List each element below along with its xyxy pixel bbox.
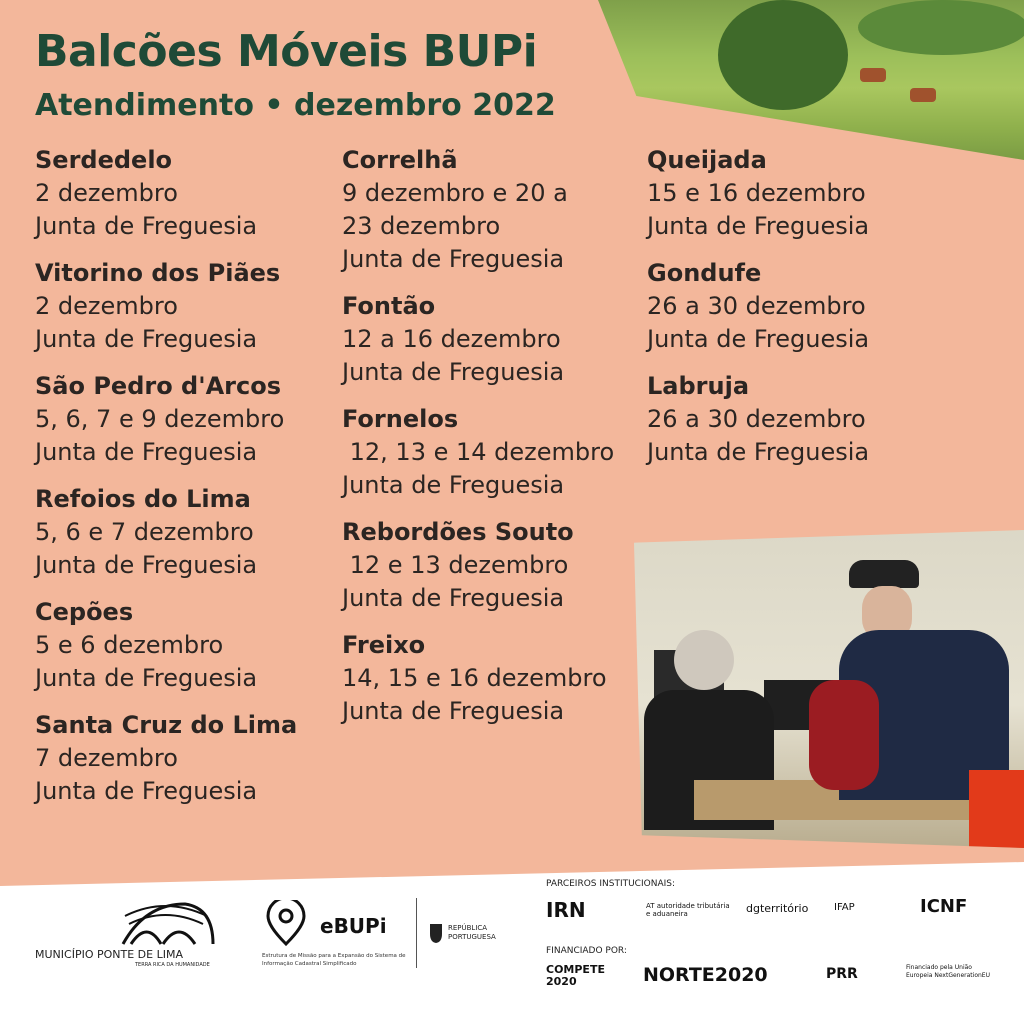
schedule-entry xyxy=(342,629,642,728)
location-line: Junta de Freguesia xyxy=(342,245,565,273)
schedule-entry xyxy=(35,596,335,695)
location-line: Junta de Freguesia xyxy=(647,438,870,466)
parceiros-label: PARCEIROS INSTITUCIONAIS: xyxy=(546,879,675,889)
parish-name: Labruja xyxy=(647,372,750,400)
schedule-entry xyxy=(647,144,947,243)
footer-divider xyxy=(416,898,417,968)
parish-name: Freixo xyxy=(342,631,426,659)
schedule-column-1 xyxy=(35,144,335,822)
location-line: Junta de Freguesia xyxy=(647,325,870,353)
schedule-column-3 xyxy=(647,144,947,483)
location-line: Junta de Freguesia xyxy=(342,471,565,499)
partner-logo: dgterritório xyxy=(746,902,809,915)
parish-name: Correlhã xyxy=(342,146,458,174)
schedule-entry xyxy=(342,144,642,276)
date-line: 26 a 30 dezembro xyxy=(647,292,866,320)
office-photo xyxy=(634,530,1024,848)
woman-shape xyxy=(809,680,879,790)
date-line: 5, 6 e 7 dezembro xyxy=(35,518,254,546)
ebupi-logo xyxy=(262,900,412,975)
schedule-entry xyxy=(35,257,335,356)
poster-title: Balcões Móveis BUPi xyxy=(35,26,538,77)
schedule-entry xyxy=(342,403,642,502)
date-line: 12, 13 e 14 dezembro xyxy=(342,438,615,466)
location-line: Junta de Freguesia xyxy=(35,325,258,353)
funder-logo: Financiado pela União Europeia NextGenerationEU xyxy=(906,964,990,979)
republic-shield-icon xyxy=(428,922,444,944)
schedule-entry xyxy=(35,483,335,582)
funder-logo: COMPETE 2020 xyxy=(546,963,605,988)
date-line: 12 e 13 dezembro xyxy=(342,551,569,579)
parish-name: Gondufe xyxy=(647,259,762,287)
date-line: 9 dezembro e 20 a xyxy=(342,179,568,207)
schedule-entry xyxy=(342,516,642,615)
parish-name: Refoios do Lima xyxy=(35,485,251,513)
person-head-shape xyxy=(674,630,734,690)
ponte-de-lima-logo xyxy=(35,900,225,980)
date-line: 14, 15 e 16 dezembro xyxy=(342,664,607,692)
cap-shape xyxy=(849,560,919,588)
republica-logo xyxy=(428,922,518,946)
parish-name: Santa Cruz do Lima xyxy=(35,711,298,739)
parish-name: Fornelos xyxy=(342,405,459,433)
date-line: 5, 6, 7 e 9 dezembro xyxy=(35,405,285,433)
parish-name: Fontão xyxy=(342,292,436,320)
location-line: Junta de Freguesia xyxy=(35,664,258,692)
date-line: 7 dezembro xyxy=(35,744,178,772)
parish-name: Serdedelo xyxy=(35,146,173,174)
parish-name: Rebordões Souto xyxy=(342,518,574,546)
date-line: 23 dezembro xyxy=(342,212,501,240)
date-line: 2 dezembro xyxy=(35,292,178,320)
schedule-entry xyxy=(342,290,642,389)
schedule-entry xyxy=(35,709,335,808)
location-line: Junta de Freguesia xyxy=(647,212,870,240)
date-line: 5 e 6 dezembro xyxy=(35,631,224,659)
parish-name: Cepões xyxy=(35,598,134,626)
map-pin-icon xyxy=(262,900,318,950)
hillside-shape xyxy=(858,0,1024,55)
parish-name: Vitorino dos Piães xyxy=(35,259,281,287)
poster-subtitle: Atendimento • dezembro 2022 xyxy=(35,88,556,123)
schedule-entry xyxy=(647,370,947,469)
date-line: 2 dezembro xyxy=(35,179,178,207)
partner-logo: ICNF xyxy=(920,896,968,917)
schedule-entry xyxy=(647,257,947,356)
ebupi-wordmark: eBUPi xyxy=(320,914,387,938)
location-line: Junta de Freguesia xyxy=(35,551,258,579)
schedule-entry xyxy=(35,370,335,469)
ebupi-description: Estrutura de Missão para a Expansão do Sistema de Informação Cadastral Simplificado xyxy=(262,953,406,967)
date-line: 26 a 30 dezembro xyxy=(647,405,866,433)
cow-shape xyxy=(860,68,886,82)
date-line: 15 e 16 dezembro xyxy=(647,179,866,207)
location-line: Junta de Freguesia xyxy=(342,358,565,386)
municipio-tagline: TERRA RICA DA HUMANIDADE xyxy=(135,962,210,968)
location-line: Junta de Freguesia xyxy=(342,584,565,612)
location-line: Junta de Freguesia xyxy=(35,438,258,466)
red-chair-shape xyxy=(969,770,1024,848)
location-line: Junta de Freguesia xyxy=(35,777,258,805)
funder-logo: NORTE2020 xyxy=(643,964,768,986)
location-line: Junta de Freguesia xyxy=(342,697,565,725)
cow-shape xyxy=(910,88,936,102)
bridge-arches-icon xyxy=(35,900,225,950)
partner-logo: AT autoridade tributária e aduaneira xyxy=(646,902,730,918)
partner-logo: IFAP xyxy=(834,902,855,913)
date-line: 12 a 16 dezembro xyxy=(342,325,561,353)
location-line: Junta de Freguesia xyxy=(35,212,258,240)
schedule-entry xyxy=(35,144,335,243)
landscape-photo xyxy=(598,0,1024,160)
tree-shape xyxy=(718,0,848,110)
republica-label: REPÚBLICA PORTUGUESA xyxy=(448,924,496,941)
municipio-label: MUNICÍPIO PONTE DE LIMA xyxy=(35,948,183,961)
schedule-column-2 xyxy=(342,144,642,742)
parish-name: São Pedro d'Arcos xyxy=(35,372,281,400)
funder-logo: PRR xyxy=(826,966,858,982)
financiado-label: FINANCIADO POR: xyxy=(546,946,627,956)
partner-logo: IRN xyxy=(546,898,586,922)
parish-name: Queijada xyxy=(647,146,767,174)
